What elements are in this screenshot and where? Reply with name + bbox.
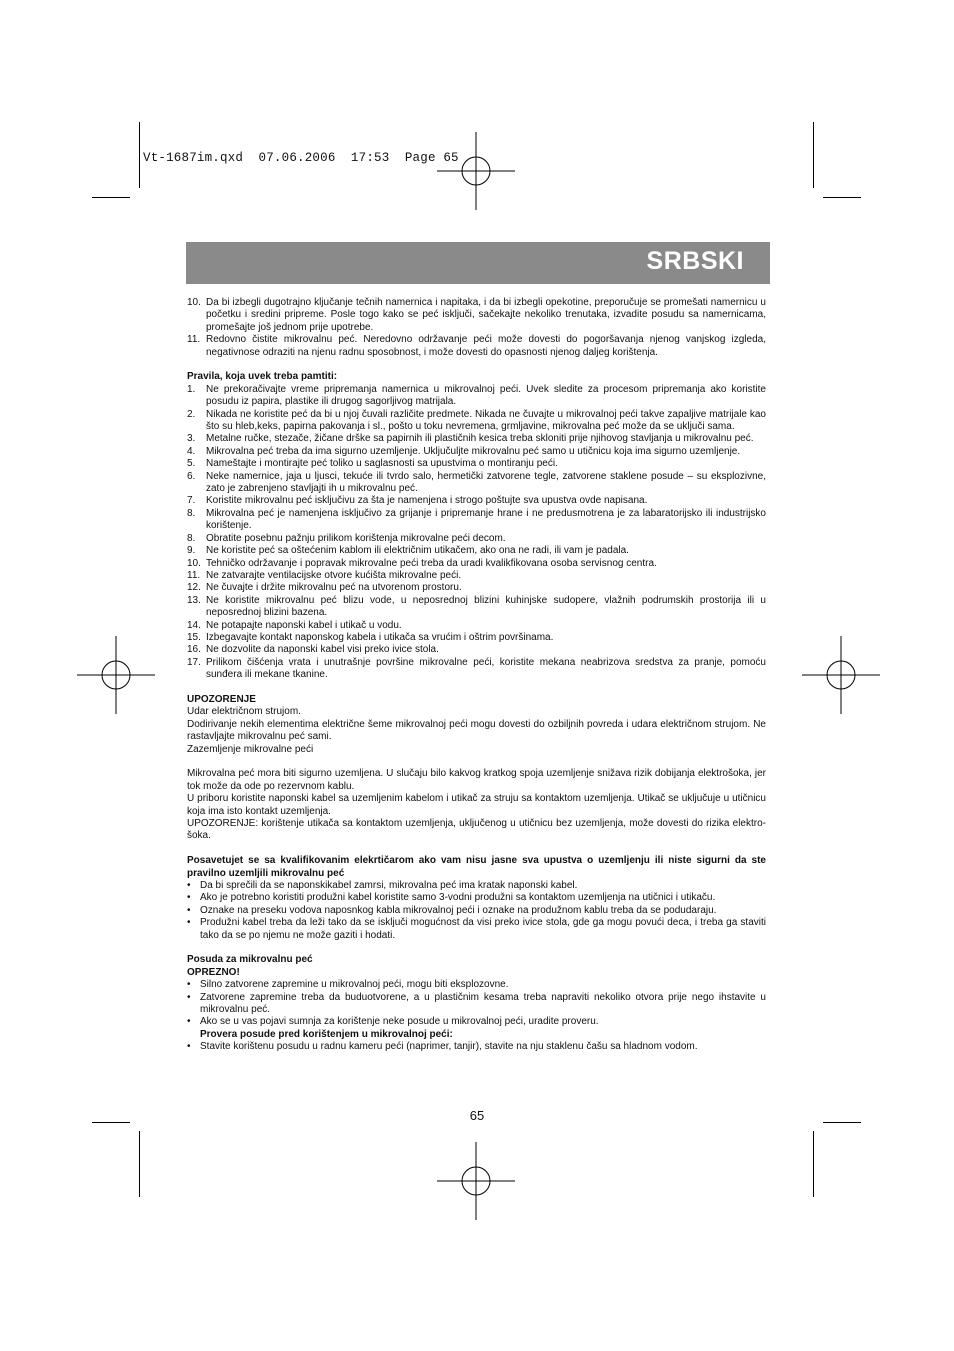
bullet-text: Ako je potrebno koristiti produžni kabel koristite samo 3-vodni produžni sa kontaktom uzemljenja na utičnici i utikaču. [200, 892, 716, 904]
page-number: 65 [469, 1108, 485, 1123]
item-number: 11. [187, 569, 201, 581]
bullet-icon: • [187, 979, 191, 991]
list-item [187, 384, 766, 409]
item-text: Tehničko održavanje i popravak mikrovalne peći treba da uradi kvalikfikovana osoba servisnog centra. [206, 557, 657, 569]
item-text: Ne dozvolite da naponski kabel visi preko ivice stola. [206, 644, 439, 656]
item-text: Ne potapajte naponski kabel i utikač u vodu. [206, 619, 402, 631]
list-item [187, 657, 766, 682]
item-text: Prilikom čišćenja vrata i unutrašnje površine mikrovalne peći, koristite mekana neabrizova sredstva za pranje, pomoću sunđera ili mekane tkanine. [206, 656, 766, 681]
item-number: 9. [187, 545, 196, 557]
item-text: Obratite posebnu pažnju prilikom korištenja mikrovalne peći decom. [206, 532, 506, 544]
bullet-text: Ako se u vas pojavi sumnja za korištenje neke posude u mikrovalnoj peći, uradite proveru. [200, 1016, 599, 1028]
item-number: 5. [187, 458, 196, 470]
item-number: 14. [187, 619, 201, 631]
item-text: Nikada ne koristite peć da bi u njoj čuvali različite predmete. Nikada ne čuvajte u mikrovalnoj peći takve zapaljive matrijale kao što su hleb,keks, papirna pakovanja i sl., pošto u toku nevremena, grmljavine, mikrovalna peć može da se uključi sama. [206, 408, 766, 433]
list-item [187, 632, 766, 644]
registration-mark-bottom-icon [437, 1142, 515, 1220]
item-text: Da bi izbegli dugotrajno ključanje tečnih namernica i napitaka, i da bi izbegli opekotine, preporučuje se promešati namernicu u početku i sredini pripreme. Posle togo kako se peć isključi, sačekajte nekoliko trenutaka, izvadite posudu sa namernicama, promešajte još jednom prije upotrebe. [206, 297, 766, 333]
list-item [187, 508, 766, 533]
registration-mark-right-icon [802, 636, 880, 714]
crop-mark-top-left-horizontal [92, 197, 130, 198]
list-item [187, 620, 766, 632]
item-text: Izbegavajte kontakt naponskog kabela i utikača sa vrućim i oštrim površinama. [206, 631, 554, 643]
item-text: Neke namernice, jaja u ljusci, tekuće ili tvrdo salo, hermetički zatvorene tegle, zatvorene staklene posude – su eksplozivne, zato je zabrenjeno stavljajti ih u mikrovalnu peć. [206, 470, 766, 495]
item-number: 8. [187, 532, 196, 544]
warning-text: Dodirivanje nekih elementima električne šeme mikrovalnoj peći mogu dovesti do ozbiljnih povreda i udara električnom strujom. Ne rastavljajte mikrovalnu peć sami. [187, 718, 766, 743]
list-item [187, 495, 766, 507]
item-text: Ne koristite peć sa oštećenim kablom ili električnim utikačem, ako ona ne radi, ili vam je padala. [206, 545, 629, 557]
bullet-text: Da bi sprečili da se naponskikabel zamrsi, mikrovalna peć ima kratak naponski kabel. [200, 880, 578, 892]
bullet-text: Zatvorene zapremine treba da buduotvorene, a u plastičnim kesama treba napraviti nekoliko otvora prije nego ihstavite u mikrovalnu peć. [200, 991, 766, 1016]
warning-text: UPOZORENJE: korištenje utikača sa kontaktom uzemljenja, uključenog u utičnicu bez uzemljenja, može dovesti do rizika elektro-šoka. [187, 818, 766, 842]
crop-mark-bottom-left-vertical [139, 1131, 140, 1197]
electrician-advice-heading: Posavetujet se sa kvalifikovanim elekrtičarom ako vam nisu jasne sva upustva o uzemljenju ili niste sigurni da ste pravilno uzemljili mikrovalnu peć [187, 855, 766, 879]
bullet-item [187, 1041, 766, 1053]
bullet-icon: • [187, 1016, 191, 1028]
bullet-item [187, 1016, 766, 1028]
registration-mark-left-icon [77, 636, 155, 714]
bullet-item [187, 979, 766, 991]
item-number: 17. [187, 656, 201, 668]
warning-text: Udar električnom strujom. [187, 706, 301, 718]
item-text: Redovno čistite mikrovalnu peć. Neredovno održavanje peći može dovesti do pogoršavanja njenog vanjskog izgleda, negativnose odraziti na njenu radnu sposobnost, i može dovesti do opasnosti njenog daljeg korištenja. [206, 334, 766, 358]
caution-label: OPREZNO! [187, 966, 240, 978]
list-item [187, 545, 766, 557]
item-number: 4. [187, 445, 196, 457]
bullet-item [187, 917, 766, 942]
item-number: 2. [187, 408, 196, 420]
list-item [187, 558, 766, 570]
file-slug: Vt-1687im.qxd 07.06.2006 17:53 Page 65 [143, 151, 459, 165]
list-item [187, 644, 766, 656]
bullet-text: Stavite korištenu posudu u radnu kameru peći (naprimer, tanjir), stavite na nju staklenu čašu sa hladnom vodom. [200, 1041, 698, 1053]
list-item [187, 446, 766, 458]
warning-text: Mikrovalna peć mora biti sigurno uzemljena. U slučaju bilo kakvog kratkog spoja uzemljenje snižava rizik dobijanja elektrošoka, jer tok može da ode po rezervnom kablu. [187, 768, 766, 792]
item-text: Ne zatvarajte ventilacijske otvore kućišta mikrovalne peći. [206, 569, 462, 581]
item-number: 8. [187, 507, 196, 519]
bullet-item [187, 892, 766, 904]
list-item [187, 409, 766, 434]
bullet-icon: • [187, 1041, 191, 1053]
item-text: Ne prekoračivajte vreme pripremanja namernica u mikrovalnoj peći. Uvek sledite za procesom pripremanja ako koristite posudu iz papira, plastike ili drugog sagorljivog matrijala. [206, 383, 766, 408]
page-title: SRBSKI [646, 247, 744, 275]
bullet-text: Oznake na preseku vodova naposnkog kabla mikrovalnoj peći i oznake na produžnom kablu treba da se podudaraju. [200, 904, 717, 916]
crop-mark-top-right-vertical [813, 122, 814, 188]
list-item [187, 533, 766, 545]
item-text: Metalne ručke, stezače, žičane drške sa papirnih ili plastičnih kesica treba skloniti prije njihovog stavljanja u mikrovalnu peć. [206, 433, 754, 445]
language-header-banner [186, 242, 770, 284]
item-text: Mikrovalna peć je namenjena isključivo za grijanje i pripremanje hrane i ne predusmotrena je za labaratorijsko ili industrijsko korištenje. [206, 507, 766, 532]
warning-text: U priboru koristite naponski kabel sa uzemljenim kabelom i utikač za struju sa kontaktom uzemljenja. Utikač se uključuje u utičnicu koja ima isto kontakt uzemljenja. [187, 793, 766, 817]
list-item [187, 334, 766, 359]
item-text: Ne čuvajte i držite mikrovalnu peć na utvorenom prostoru. [206, 582, 462, 594]
item-number: 3. [187, 433, 196, 445]
rules-heading: Pravila, koja uvek treba pamtiti: [187, 371, 338, 383]
item-number: 16. [187, 644, 201, 656]
grounding-subheading: Zazemljenje mikrovalne peći [187, 743, 314, 755]
item-text: Nameštajte i montirajte peć toliko u saglasnosti sa upustvima o montiranju peći. [206, 458, 558, 470]
item-number: 7. [187, 495, 196, 507]
item-text: Mikrovalna peć treba da ima sigurno uzemljenje. Uključuljte mikrovalnu peć samo u utičnicu koja ima sigurno uzemljenje. [206, 445, 741, 457]
list-item [187, 297, 766, 334]
bullet-icon: • [187, 904, 191, 916]
item-text: Koristite mikrovalnu peć isključivu za šta je namenjena i strogo poštujte sva upustva ovde napisana. [206, 495, 648, 507]
crop-mark-top-left-vertical [139, 122, 140, 188]
item-number: 6. [187, 470, 196, 482]
item-number: 13. [187, 594, 201, 606]
cookware-test-subheading: Provera posude pred korištenjem u mikrovalnoj peći: [200, 1028, 453, 1040]
item-number: 11. [187, 334, 201, 346]
item-text: Ne koristite mikrovalnu peć blizu vode, u neposrednoj blizini kuhinjske sudopere, vlažnih podrumskih prostorija ili u neposrednoj blizini bazena. [206, 594, 766, 619]
item-number: 10. [187, 297, 201, 308]
subheading-row [187, 1029, 766, 1041]
list-item [187, 458, 766, 470]
item-number: 15. [187, 631, 201, 643]
bullet-icon: • [187, 880, 191, 892]
bullet-icon: • [187, 917, 191, 929]
bullet-text: Silno zatvorene zapremine u mikrovalnoj peći, mogu biti eksplozovne. [200, 979, 509, 991]
item-number: 12. [187, 582, 201, 594]
list-item [187, 433, 766, 445]
crop-mark-bottom-right-vertical [813, 1131, 814, 1197]
list-item [187, 582, 766, 594]
item-number: 10. [187, 557, 201, 569]
bullet-item [187, 880, 766, 892]
bullet-icon: • [187, 991, 191, 1003]
bullet-item [187, 992, 766, 1017]
list-item [187, 595, 766, 620]
manual-content [187, 297, 766, 1054]
list-item [187, 471, 766, 496]
cookware-heading: Posuda za mikrovalnu peć [187, 954, 313, 966]
item-number: 1. [187, 383, 196, 395]
crop-mark-top-right-horizontal [823, 197, 861, 198]
bullet-item [187, 905, 766, 917]
registration-mark-top-icon [437, 132, 515, 210]
bullet-text: Produžni kabel treba da leži tako da se isključi mogućnost da visi preko ivice stola, gde ga mogu povući deca, i treba ga staviti tako da se po njemu ne može gaziti i hodati. [200, 917, 766, 941]
warning-heading: UPOZORENJE [187, 693, 256, 705]
bullet-icon: • [187, 892, 191, 904]
list-item [187, 570, 766, 582]
